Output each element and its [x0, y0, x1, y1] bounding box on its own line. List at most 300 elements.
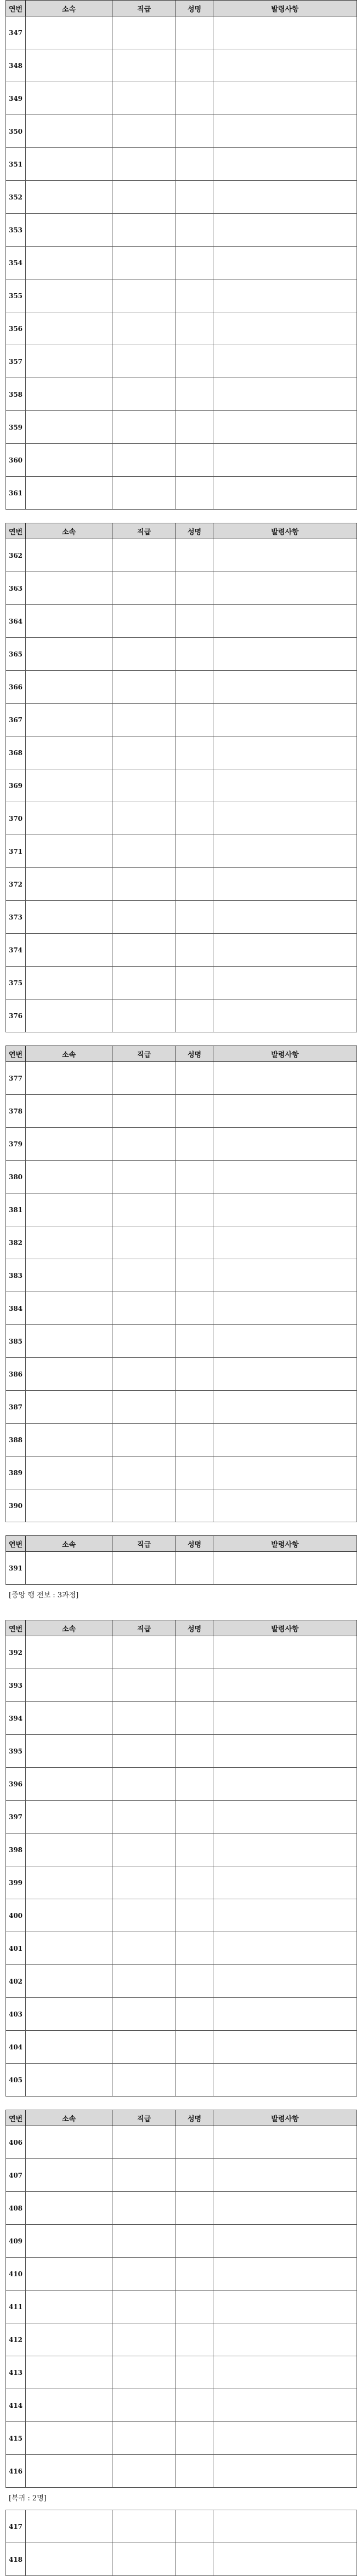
column-header: 소속	[26, 1, 112, 16]
assignment-cell	[213, 115, 357, 148]
rank-cell	[112, 1801, 176, 1834]
affiliation-cell	[26, 1801, 112, 1834]
table-row	[6, 1669, 357, 1702]
assignment-cell	[213, 1768, 357, 1801]
row-number: 416	[6, 2455, 26, 2488]
affiliation-cell	[26, 1424, 112, 1457]
row-number: 369	[6, 769, 26, 802]
assignment-cell	[213, 2159, 357, 2192]
affiliation-cell	[26, 345, 112, 378]
assignment-cell	[213, 1998, 357, 2031]
rank-cell	[112, 1325, 176, 1358]
row-number: 366	[6, 671, 26, 704]
rank-cell	[112, 2258, 176, 2291]
row-number: 380	[6, 1161, 26, 1193]
affiliation-cell	[26, 1457, 112, 1489]
table-row	[6, 1636, 357, 1669]
row-number: 396	[6, 1768, 26, 1801]
row-number: 399	[6, 1866, 26, 1899]
assignment-cell	[213, 181, 357, 214]
header-row	[6, 523, 357, 539]
rank-cell	[112, 802, 176, 835]
assignment-cell	[213, 1391, 357, 1424]
name-cell	[176, 1998, 213, 2031]
table-row	[6, 2225, 357, 2258]
rank-cell	[112, 638, 176, 671]
name-cell	[176, 1128, 213, 1161]
affiliation-cell	[26, 148, 112, 181]
affiliation-cell	[26, 1062, 112, 1095]
assignment-cell	[213, 148, 357, 181]
assignment-cell	[213, 2455, 357, 2488]
assignment-cell	[213, 2323, 357, 2356]
row-number: 410	[6, 2258, 26, 2291]
affiliation-cell	[26, 1834, 112, 1866]
assignment-cell	[213, 802, 357, 835]
affiliation-cell	[26, 2389, 112, 2422]
row-number: 377	[6, 1062, 26, 1095]
row-number: 385	[6, 1325, 26, 1358]
name-cell	[176, 671, 213, 704]
row-number: 384	[6, 1292, 26, 1325]
column-header: 성명	[176, 523, 213, 539]
assignment-cell	[213, 82, 357, 115]
table-row	[6, 1866, 357, 1899]
affiliation-cell	[26, 2510, 112, 2543]
name-cell	[176, 2323, 213, 2356]
row-number: 379	[6, 1128, 26, 1161]
row-number: 405	[6, 2064, 26, 2097]
affiliation-cell	[26, 835, 112, 868]
name-cell	[176, 1702, 213, 1735]
rank-cell	[112, 2291, 176, 2323]
rank-cell	[112, 1932, 176, 1965]
row-number: 354	[6, 247, 26, 279]
assignment-cell	[213, 638, 357, 671]
table-row	[6, 2126, 357, 2159]
row-number: 412	[6, 2323, 26, 2356]
table-row	[6, 769, 357, 802]
rank-cell	[112, 572, 176, 605]
assignment-cell	[213, 2291, 357, 2323]
affiliation-cell	[26, 671, 112, 704]
rank-cell	[112, 1702, 176, 1735]
assignment-cell	[213, 2389, 357, 2422]
column-header: 성명	[176, 1, 213, 16]
column-header: 성명	[176, 2110, 213, 2126]
name-cell	[176, 572, 213, 605]
table-row	[6, 214, 357, 247]
name-cell	[176, 148, 213, 181]
rank-cell	[112, 704, 176, 736]
column-header: 성명	[176, 1536, 213, 1552]
table-row	[6, 148, 357, 181]
assignment-cell	[213, 1424, 357, 1457]
rank-cell	[112, 1866, 176, 1899]
assignment-cell	[213, 835, 357, 868]
row-number: 401	[6, 1932, 26, 1965]
rank-cell	[112, 115, 176, 148]
column-header: 직급	[112, 1536, 176, 1552]
table-section	[5, 523, 357, 1032]
rank-cell	[112, 769, 176, 802]
assignment-cell	[213, 1292, 357, 1325]
affiliation-cell	[26, 1866, 112, 1899]
row-number: 352	[6, 181, 26, 214]
rank-cell	[112, 2543, 176, 2576]
table-row	[6, 736, 357, 769]
affiliation-cell	[26, 2258, 112, 2291]
affiliation-cell	[26, 1128, 112, 1161]
assignment-cell	[213, 1259, 357, 1292]
name-cell	[176, 2159, 213, 2192]
affiliation-cell	[26, 1899, 112, 1932]
table-section	[5, 0, 357, 510]
rank-cell	[112, 82, 176, 115]
name-cell	[176, 1358, 213, 1391]
affiliation-cell	[26, 572, 112, 605]
rank-cell	[112, 1489, 176, 1522]
row-number: 395	[6, 1735, 26, 1768]
affiliation-cell	[26, 1965, 112, 1998]
assignment-cell	[213, 2356, 357, 2389]
assignment-cell	[213, 2258, 357, 2291]
assignment-cell	[213, 2510, 357, 2543]
rank-cell	[112, 1292, 176, 1325]
column-header: 연번	[6, 523, 26, 539]
table-row	[6, 2455, 357, 2488]
rank-cell	[112, 2422, 176, 2455]
name-cell	[176, 115, 213, 148]
name-cell	[176, 1489, 213, 1522]
row-number: 349	[6, 82, 26, 115]
assignment-cell	[213, 2543, 357, 2576]
row-number: 393	[6, 1669, 26, 1702]
affiliation-cell	[26, 181, 112, 214]
table-row	[6, 2159, 357, 2192]
rank-cell	[112, 2225, 176, 2258]
name-cell	[176, 279, 213, 312]
affiliation-cell	[26, 2225, 112, 2258]
name-cell	[176, 736, 213, 769]
row-number: 388	[6, 1424, 26, 1457]
affiliation-cell	[26, 1193, 112, 1226]
name-cell	[176, 1095, 213, 1128]
rank-cell	[112, 279, 176, 312]
assignment-cell	[213, 279, 357, 312]
affiliation-cell	[26, 2064, 112, 2097]
affiliation-cell	[26, 2192, 112, 2225]
name-cell	[176, 1735, 213, 1768]
table-row	[6, 2356, 357, 2389]
header-row	[6, 1620, 357, 1636]
row-number: 353	[6, 214, 26, 247]
name-cell	[176, 2031, 213, 2064]
name-cell	[176, 2258, 213, 2291]
assignment-cell	[213, 1489, 357, 1522]
affiliation-cell	[26, 312, 112, 345]
row-number: 394	[6, 1702, 26, 1735]
column-header: 발령사항	[213, 1620, 357, 1636]
assignment-cell	[213, 444, 357, 477]
table-row	[6, 82, 357, 115]
table-row	[6, 2031, 357, 2064]
row-number: 368	[6, 736, 26, 769]
affiliation-cell	[26, 967, 112, 999]
assignment-cell	[213, 1325, 357, 1358]
table-row	[6, 247, 357, 279]
table-row	[6, 638, 357, 671]
appointment-table	[5, 2110, 357, 2488]
rank-cell	[112, 2356, 176, 2389]
rank-cell	[112, 1128, 176, 1161]
table-row	[6, 1702, 357, 1735]
name-cell	[176, 1899, 213, 1932]
affiliation-cell	[26, 115, 112, 148]
affiliation-cell	[26, 214, 112, 247]
assignment-cell	[213, 934, 357, 967]
rank-cell	[112, 1095, 176, 1128]
affiliation-cell	[26, 16, 112, 49]
assignment-cell	[213, 605, 357, 638]
column-header: 연번	[6, 1046, 26, 1062]
rank-cell	[112, 2323, 176, 2356]
rank-cell	[112, 1161, 176, 1193]
name-cell	[176, 312, 213, 345]
column-header: 발령사항	[213, 1536, 357, 1552]
appointment-table	[5, 1046, 357, 1522]
appointment-table	[5, 2510, 357, 2576]
assignment-cell	[213, 1932, 357, 1965]
assignment-cell	[213, 671, 357, 704]
table-row	[6, 1801, 357, 1834]
column-header: 발령사항	[213, 2110, 357, 2126]
table-row	[6, 345, 357, 378]
rank-cell	[112, 247, 176, 279]
assignment-cell	[213, 2031, 357, 2064]
affiliation-cell	[26, 802, 112, 835]
assignment-cell	[213, 1128, 357, 1161]
affiliation-cell	[26, 1669, 112, 1702]
row-number: 404	[6, 2031, 26, 2064]
table-row	[6, 1489, 357, 1522]
name-cell	[176, 49, 213, 82]
rank-cell	[112, 539, 176, 572]
name-cell	[176, 1866, 213, 1899]
affiliation-cell	[26, 1161, 112, 1193]
row-number: 372	[6, 868, 26, 901]
rank-cell	[112, 49, 176, 82]
table-row	[6, 967, 357, 999]
table-row	[6, 1095, 357, 1128]
table-section	[5, 1535, 357, 1607]
rank-cell	[112, 2455, 176, 2488]
name-cell	[176, 411, 213, 444]
column-header: 소속	[26, 1046, 112, 1062]
row-number: 359	[6, 411, 26, 444]
row-number: 378	[6, 1095, 26, 1128]
assignment-cell	[213, 901, 357, 934]
assignment-cell	[213, 704, 357, 736]
assignment-cell	[213, 736, 357, 769]
rank-cell	[112, 868, 176, 901]
table-row	[6, 312, 357, 345]
table-row	[6, 181, 357, 214]
name-cell	[176, 2422, 213, 2455]
assignment-cell	[213, 1801, 357, 1834]
row-number: 392	[6, 1636, 26, 1669]
name-cell	[176, 769, 213, 802]
row-number: 397	[6, 1801, 26, 1834]
affiliation-cell	[26, 1325, 112, 1358]
table-row	[6, 1259, 357, 1292]
rank-cell	[112, 16, 176, 49]
table-row	[6, 2422, 357, 2455]
table-row	[6, 1998, 357, 2031]
assignment-cell	[213, 247, 357, 279]
column-header: 직급	[112, 523, 176, 539]
table-row	[6, 1834, 357, 1866]
rank-cell	[112, 2159, 176, 2192]
name-cell	[176, 901, 213, 934]
rank-cell	[112, 444, 176, 477]
name-cell	[176, 1669, 213, 1702]
table-row	[6, 1325, 357, 1358]
section-gap	[0, 510, 362, 523]
assignment-cell	[213, 2126, 357, 2159]
row-number: 418	[6, 2543, 26, 2576]
appointment-table	[5, 0, 357, 510]
table-row	[6, 1552, 357, 1585]
rank-cell	[112, 378, 176, 411]
rank-cell	[112, 181, 176, 214]
row-number: 363	[6, 572, 26, 605]
column-header: 소속	[26, 1620, 112, 1636]
section-note: [복귀 : 2명]	[9, 2494, 47, 2503]
table-row	[6, 1457, 357, 1489]
affiliation-cell	[26, 934, 112, 967]
assignment-cell	[213, 1702, 357, 1735]
assignment-cell	[213, 2225, 357, 2258]
row-number: 387	[6, 1391, 26, 1424]
name-cell	[176, 2455, 213, 2488]
name-cell	[176, 1226, 213, 1259]
table-row	[6, 1932, 357, 1965]
affiliation-cell	[26, 1358, 112, 1391]
name-cell	[176, 1457, 213, 1489]
table-row	[6, 802, 357, 835]
assignment-cell	[213, 49, 357, 82]
table-row	[6, 1193, 357, 1226]
affiliation-cell	[26, 605, 112, 638]
row-number: 389	[6, 1457, 26, 1489]
name-cell	[176, 1801, 213, 1834]
section-gap	[0, 1522, 362, 1535]
affiliation-cell	[26, 1489, 112, 1522]
assignment-cell	[213, 1457, 357, 1489]
affiliation-cell	[26, 247, 112, 279]
affiliation-cell	[26, 82, 112, 115]
assignment-cell	[213, 411, 357, 444]
row-number: 402	[6, 1965, 26, 1998]
affiliation-cell	[26, 2323, 112, 2356]
row-number: 370	[6, 802, 26, 835]
assignment-cell	[213, 477, 357, 510]
affiliation-cell	[26, 49, 112, 82]
name-cell	[176, 2064, 213, 2097]
table-row	[6, 444, 357, 477]
name-cell	[176, 1424, 213, 1457]
rank-cell	[112, 1226, 176, 1259]
row-number: 414	[6, 2389, 26, 2422]
table-row	[6, 2291, 357, 2323]
affiliation-cell	[26, 1702, 112, 1735]
column-header: 발령사항	[213, 1, 357, 16]
name-cell	[176, 934, 213, 967]
affiliation-cell	[26, 1226, 112, 1259]
assignment-cell	[213, 967, 357, 999]
name-cell	[176, 444, 213, 477]
name-cell	[176, 2543, 213, 2576]
rank-cell	[112, 901, 176, 934]
name-cell	[176, 2356, 213, 2389]
rank-cell	[112, 2389, 176, 2422]
name-cell	[176, 967, 213, 999]
table-row	[6, 1292, 357, 1325]
name-cell	[176, 704, 213, 736]
table-row	[6, 539, 357, 572]
table-row	[6, 835, 357, 868]
name-cell	[176, 214, 213, 247]
affiliation-cell	[26, 477, 112, 510]
row-number: 371	[6, 835, 26, 868]
assignment-cell	[213, 214, 357, 247]
assignment-cell	[213, 2064, 357, 2097]
column-header: 소속	[26, 1536, 112, 1552]
column-header: 소속	[26, 523, 112, 539]
row-number: 382	[6, 1226, 26, 1259]
rank-cell	[112, 148, 176, 181]
affiliation-cell	[26, 1768, 112, 1801]
row-number: 360	[6, 444, 26, 477]
table-row	[6, 115, 357, 148]
name-cell	[176, 1062, 213, 1095]
rank-cell	[112, 1391, 176, 1424]
rank-cell	[112, 1062, 176, 1095]
row-number: 409	[6, 2225, 26, 2258]
affiliation-cell	[26, 999, 112, 1032]
column-header: 소속	[26, 2110, 112, 2126]
section-gap	[0, 1032, 362, 1046]
rank-cell	[112, 999, 176, 1032]
name-cell	[176, 605, 213, 638]
name-cell	[176, 1636, 213, 1669]
name-cell	[176, 1161, 213, 1193]
assignment-cell	[213, 769, 357, 802]
column-header: 연번	[6, 1536, 26, 1552]
name-cell	[176, 2389, 213, 2422]
table-row	[6, 1965, 357, 1998]
table-row	[6, 2389, 357, 2422]
section-note: [중앙 행 전보 : 3과정]	[9, 1591, 79, 1600]
table-row	[6, 1062, 357, 1095]
affiliation-cell	[26, 2126, 112, 2159]
column-header: 직급	[112, 1620, 176, 1636]
table-row	[6, 16, 357, 49]
table-row	[6, 605, 357, 638]
name-cell	[176, 2510, 213, 2543]
rank-cell	[112, 1735, 176, 1768]
